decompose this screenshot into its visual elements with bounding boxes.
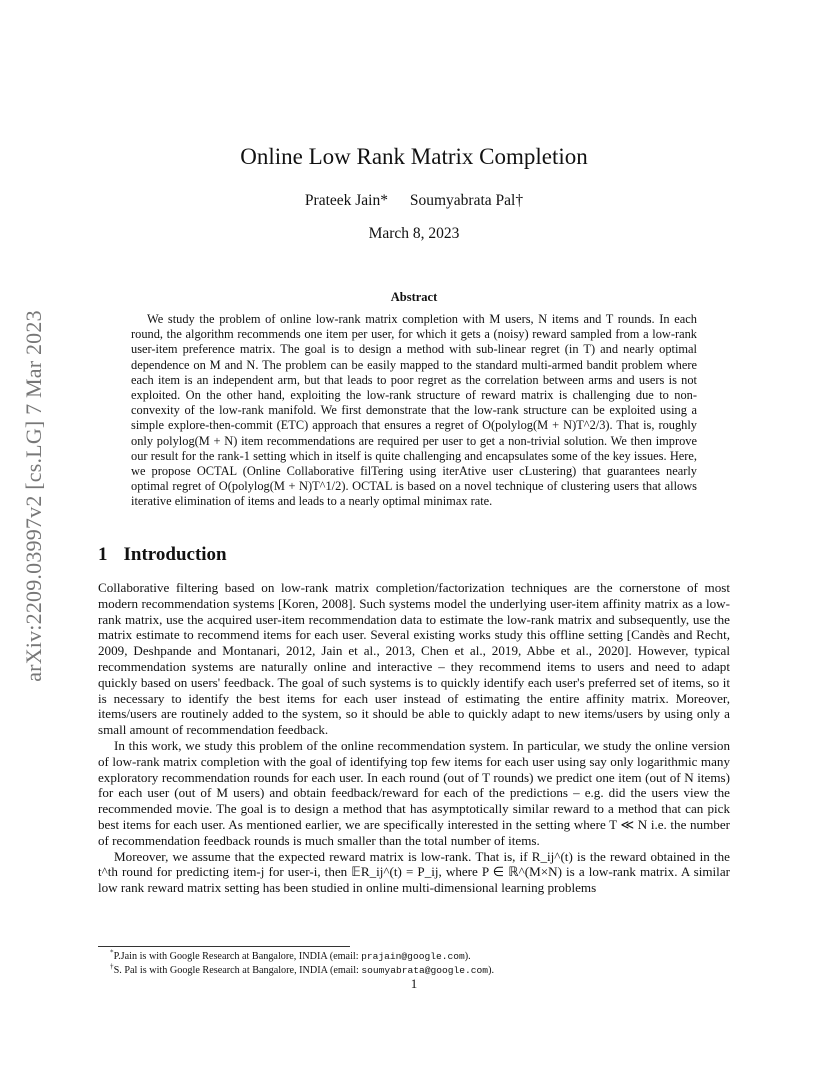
page-number: 1 (410, 976, 418, 991)
footnotes (98, 950, 730, 977)
author-2: Soumyabrata Pal† (409, 192, 524, 209)
paragraph-3: Moreover, we assume that the expected reward matrix is low-rank. That is, if R_ij^(t) is the reward obtained in the t^th round for predicting item-j for user-i, then 𝔼R_ij^(t) = P_ij, where P ∈ ℝ^(M×N) is a low-rank matrix. A similar low rank reward matrix setting has been studied in online multi-dimensional learning problems (98, 848, 730, 896)
section-number: 1 (98, 544, 108, 565)
footnote-2-email[interactable]: soumyabrata@google.com (361, 964, 489, 976)
footnote-1-email[interactable]: prajain@google.com (361, 951, 465, 962)
footnote-2-text: S. Pal is with Google Research at Bangalore, INDIA (email: (113, 964, 362, 976)
abstract-text: We study the problem of online low-rank matrix completion with M users, N items and T rounds. In each round, the algorithm recommends one item per user, for which it gets a (noisy) reward sampled from a low-rank user-item preference matrix. The goal is to design a method with sub-linear regret (in T) and nearly optimal dependence on M and N. The problem can be easily mapped to the standard multi-armed bandit problem where each item is an independent arm, but that leads to poor regret as the correlation between arms and users is not exploited. On the other hand, exploiting the low-rank structure of reward matrix is challenging due to non-convexity of the low-rank manifold. We first demonstrate that the low-rank structure can be exploited using a simple explore-then-commit (ETC) approach that ensures a regret of O(polylog(M + N)T^2/3). That is, roughly only polylog(M + N) item recommendations are required per user to get a non-trivial solution. We then improve our result for the rank-1 setting which in itself is quite challenging and encapsulates some of the key issues. Here, we propose OCTAL (Online Collaborative filTering using iterAtive user cLustering) that guarantees nearly optimal regret of O(polylog(M + N)T^1/2). OCTAL is based on a novel technique of clustering users that allows iterative elimination of items and leads to a nearly optimal minimax rate. (131, 312, 697, 509)
arxiv-identifier: arXiv:2209.03997v2 [cs.LG] 7 Mar 2023 (21, 310, 46, 682)
footnote-1-mark: * (110, 948, 114, 957)
section-title: Introduction (123, 544, 227, 565)
paper-title: Online Low Rank Matrix Completion (240, 144, 588, 169)
section-heading (98, 544, 227, 566)
arxiv-sidebar (18, 290, 50, 702)
footnote-2-end: ). (488, 964, 495, 976)
author-list (0, 192, 828, 210)
footnote-1 (98, 950, 730, 964)
section-body (98, 580, 730, 896)
footnote-2-mark: † (110, 962, 114, 971)
footnote-1-text: P.Jain is with Google Research at Bangalore, INDIA (email: (113, 951, 362, 962)
paragraph-2: In this work, we study this problem of the online recommendation system. In particular, we study the online version of low-rank matrix completion with the goal of identifying top few items for each user using say only logarithmic many exploratory recommendation rounds for each user. In each round (out of T rounds) we predict one item (out of N items) for each user (out of M users) and obtain feedback/reward for each of the predictions – e.g. did the users view the recommended movie. The goal is to design a method that has asymptotically similar reward to a method that can pick best items for each user. As mentioned earlier, we are specifically interested in the setting where T ≪ N i.e. the number of recommendation feedback rounds is much smaller than the total number of items. (98, 737, 730, 848)
footnote-2 (98, 964, 730, 978)
footnote-1-end: ). (464, 951, 471, 962)
paragraph-1: Collaborative filtering based on low-rank matrix completion/factorization techniques are the cornerstone of most modern recommendation systems [Koren, 2008]. Such systems model the underlying user-item affinity matrix as a low-rank matrix, use the acquired user-item recommendation data to estimate the low-rank matrix and subsequently, use the matrix estimate to recommend items for each user. Several existing works study this offline setting [Candès and Recht, 2009, Deshpande and Montanari, 2012, Jain et al., 2013, Chen et al., 2019, Abbe et al., 2020]. However, typical recommendation systems are naturally online and interactive – they recommend items to users and need to adapt quickly based on users' feedback. The goal of such systems is to quickly identify each user's preferred set of items, so it is necessary to identify the best items for each user instead of estimating the entire affinity matrix. Moreover, items/users are routinely added to the system, so it should be able to quickly adapt to new items/users by using only a small amount of recommendation feedback. (98, 580, 730, 738)
footnote-divider (98, 946, 350, 947)
paper-date: March 8, 2023 (368, 225, 460, 242)
abstract-heading: Abstract (390, 290, 438, 304)
author-1: Prateek Jain* (304, 192, 388, 209)
